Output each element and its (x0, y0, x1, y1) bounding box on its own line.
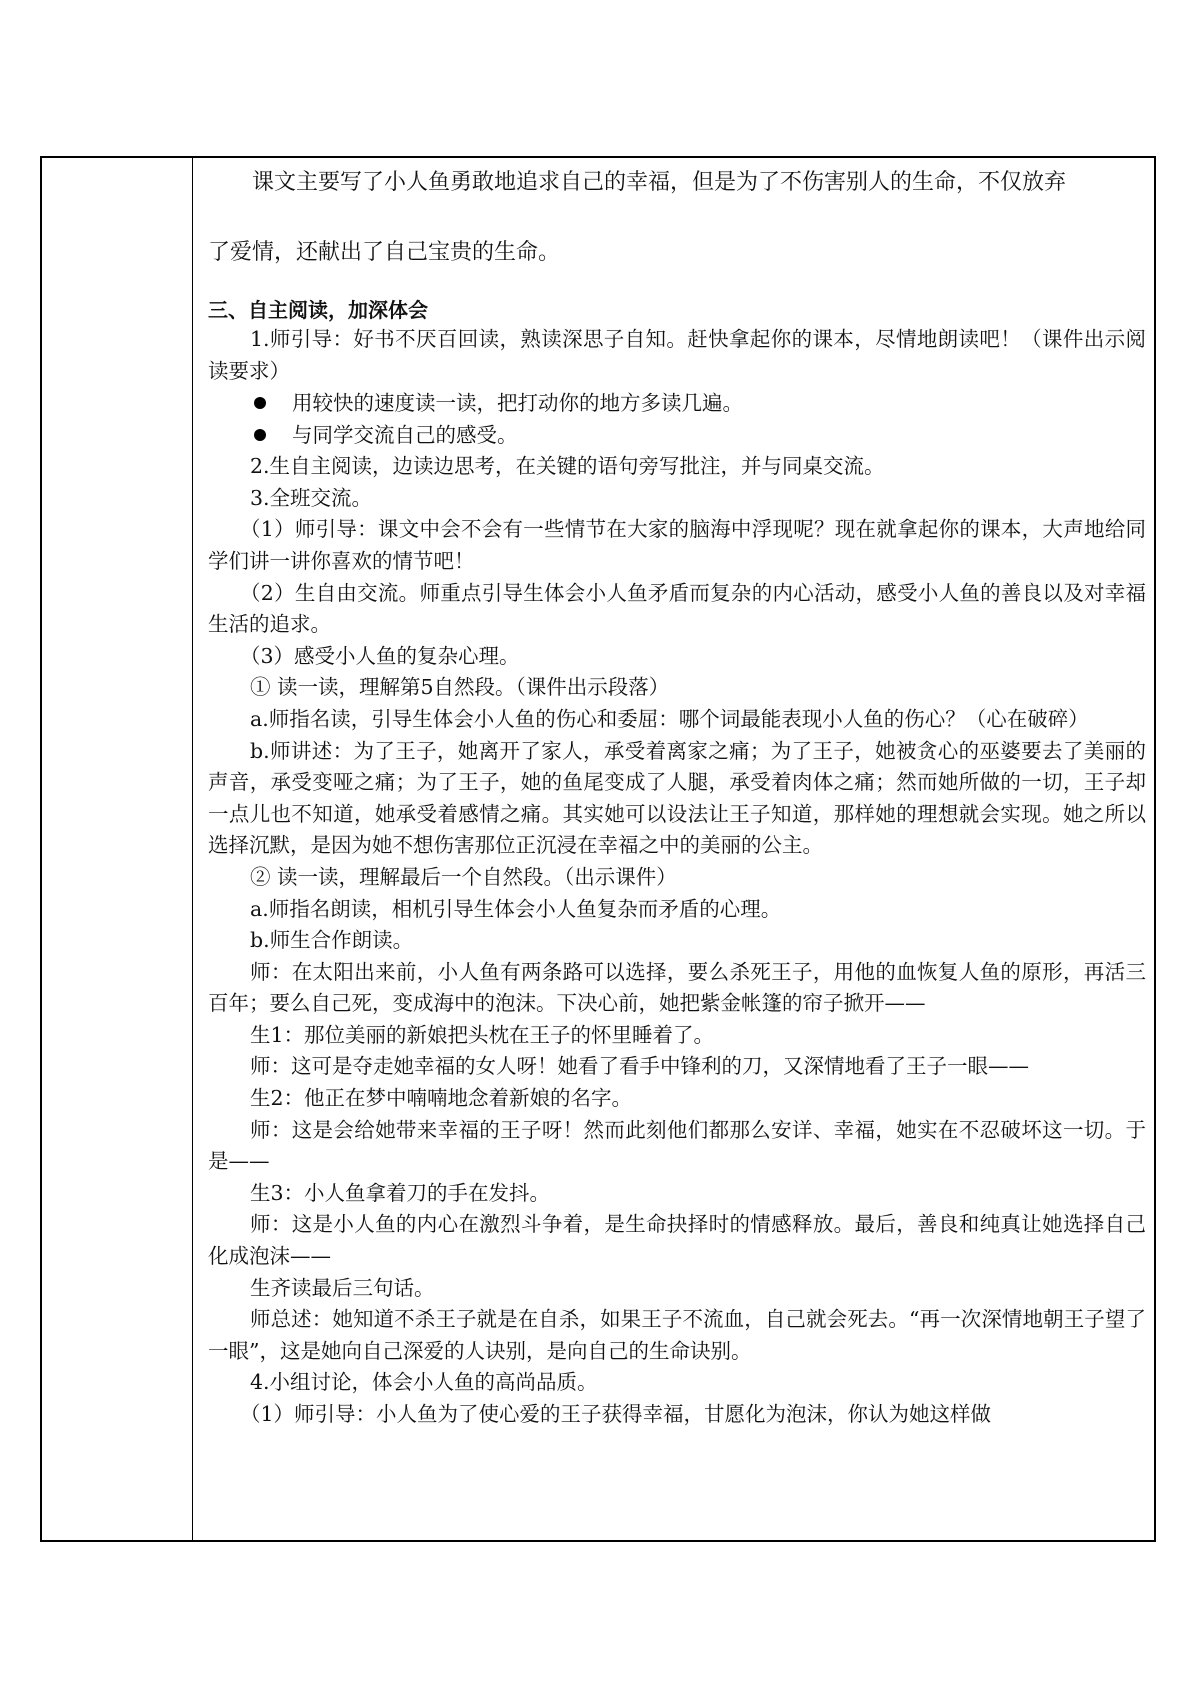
bullet-text: 与同学交流自己的感受。 (292, 423, 518, 448)
paragraph: 生2：他正在梦中喃喃地念着新娘的名字。 (250, 1086, 633, 1111)
paragraph: （2）生自由交流。师重点引导生体会小人鱼矛盾而复杂的内心活动，感受小人鱼的善良以及对幸福生活的追求。 (208, 580, 1146, 637)
intro-paragraph (208, 168, 1146, 268)
paragraph: （3）感受小人鱼的复杂心理。 (240, 643, 520, 668)
paragraph: （1）师引导：小人鱼为了使心爱的王子获得幸福，甘愿化为泡沫，你认为她这样做 (240, 1402, 992, 1426)
lesson-table (40, 156, 1156, 1540)
paragraph: 师：在太阳出来前，小人鱼有两条路可以选择，要么杀死王子，用他的血恢复人鱼的原形，再活三百年；要么自己死，变成海中的泡沫。下决心前，她把紫金帐篷的帘子掀开—— (208, 959, 1146, 1016)
paragraph: a.师指名朗读，相机引导生体会小人鱼复杂而矛盾的心理。 (250, 896, 782, 921)
left-column-cell (42, 158, 193, 1540)
intro-line-1: 课文主要写了小人鱼勇敢地追求自己的幸福，但是为了不伤害别人的生命，不仅放弃 (252, 170, 1067, 195)
paragraph: 4.小组讨论，体会小人鱼的高尚品质。 (250, 1370, 598, 1395)
paragraph: 生3：小人鱼拿着刀的手在发抖。 (250, 1180, 551, 1205)
paragraph: 师总述：她知道不杀王子就是在自杀，如果王子不流血，自己就会死去。“再一次深情地朝王子望了一眼”，这是她向自己深爱的人诀别，是向自己的生命诀别。 (208, 1307, 1146, 1363)
paragraph: 师：这可是夺走她幸福的女人呀！她看了看手中锋利的刀，又深情地看了王子一眼—— (250, 1054, 1029, 1079)
paragraph: b.师生合作朗读。 (250, 928, 414, 953)
table-bottom-border (40, 1540, 1156, 1542)
paragraph: （1）师引导：课文中会不会有一些情节在大家的脑海中浮现呢？现在就拿起你的课本，大声地给同学们讲一讲你喜欢的情节吧！ (208, 517, 1146, 573)
section-heading: 三、自主阅读，加深体会 (208, 298, 428, 322)
content-cell (208, 158, 1146, 1431)
paragraph: 生齐读最后三句话。 (250, 1275, 435, 1300)
paragraph: 师：这是会给她带来幸福的王子呀！然而此刻他们都那么安详、幸福，她实在不忍破坏这一切。于是—— (208, 1117, 1146, 1174)
paragraph: 生1：那位美丽的新娘把头枕在王子的怀里睡着了。 (250, 1022, 715, 1047)
intro-line-2: 了爱情，还献出了自己宝贵的生命。 (208, 240, 561, 265)
paragraph: 1.师引导：好书不厌百回读，熟读深思子自知。赶快拿起你的课本，尽情地朗读吧！（课件出示阅读要求） (208, 327, 1146, 383)
bullet-text: 用较快的速度读一读，把打动你的地方多读几遍。 (292, 391, 743, 416)
paragraph: 2.生自主阅读，边读边思考，在关键的语句旁写批注，并与同桌交流。 (250, 454, 885, 479)
bullet-dot-icon (254, 397, 266, 409)
paragraph: 3.全班交流。 (250, 485, 373, 510)
bullet-dot-icon (254, 429, 266, 441)
paragraph: ② 读一读，理解最后一个自然段。（出示课件） (250, 864, 677, 889)
paragraph: b.师讲述：为了王子，她离开了家人，承受着离家之痛；为了王子，她被贪心的巫婆要去了美丽的声音，承受变哑之痛；为了王子，她的鱼尾变成了人腿，承受着肉体之痛；然而她所做的一切，王子却一点儿也不知道，她承受着感情之痛。其实她可以设法让王子知道，那样她的理想就会实现。她之所以选择沉默，是因为她不想伤害那位正沉浸在幸福之中的美丽的公主。 (208, 738, 1146, 858)
paragraph: a.师指名读，引导生体会小人鱼的伤心和委屈：哪个词最能表现小人鱼的伤心？（心在破碎） (250, 706, 1089, 731)
bullet-item (208, 419, 1146, 451)
bullet-item (208, 387, 1146, 419)
paragraph: ① 读一读，理解第5自然段。（课件出示段落） (250, 675, 670, 700)
lesson-body (208, 324, 1146, 1431)
paragraph: 师：这是小人鱼的内心在激烈斗争着，是生命抉择时的情感释放。最后，善良和纯真让她选择自己化成泡沫—— (208, 1212, 1146, 1269)
